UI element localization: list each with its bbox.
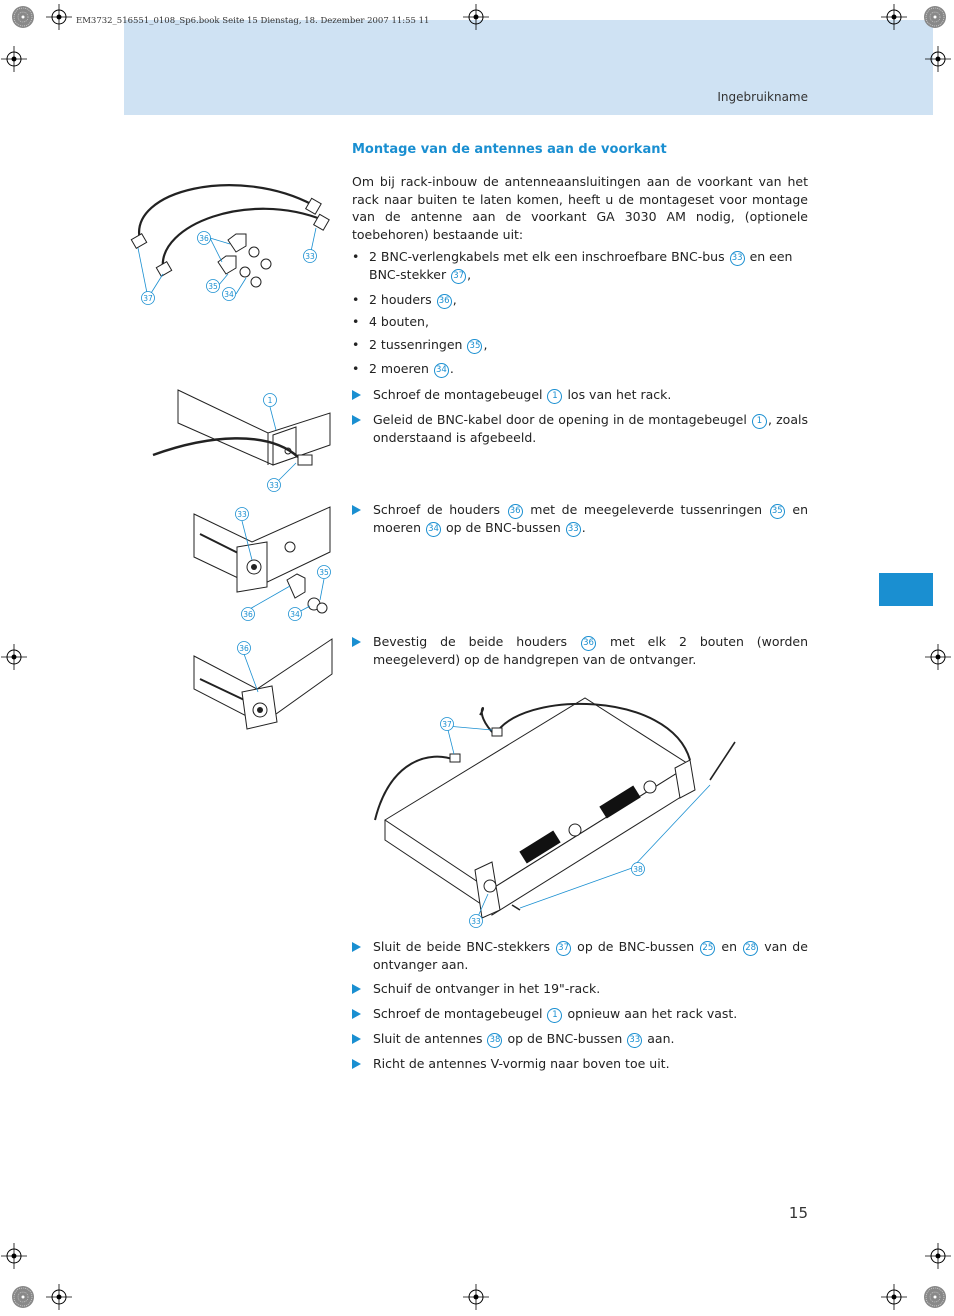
registration-mark-icon bbox=[12, 1286, 34, 1308]
bullet-dot: • bbox=[352, 249, 360, 264]
list-item: • 2 houders 36 , bbox=[352, 292, 457, 307]
registration-mark-icon bbox=[925, 644, 951, 670]
bullet-dot: • bbox=[352, 361, 360, 376]
step-arrow-icon bbox=[352, 1034, 361, 1044]
figure-cable-through-bracket bbox=[148, 385, 338, 495]
callout-number: 35 bbox=[208, 282, 218, 291]
callout-number: 34 bbox=[224, 290, 234, 299]
step-arrow-icon bbox=[352, 984, 361, 994]
registration-mark-icon bbox=[1, 46, 27, 72]
registration-mark-icon bbox=[12, 6, 34, 28]
callout-number: 37 bbox=[143, 294, 153, 303]
figure-holder-on-handle bbox=[192, 634, 338, 734]
registration-mark-icon bbox=[46, 4, 72, 30]
intro-paragraph: Om bij rack-inbouw de antenneaansluitingen aan de voorkant van het rack naar buiten te laten komen, heeft u de montageset voor montage van de antenne aan de voorkant GA 3030 AM nodig, (optionele toebehoren) bestaande uit: bbox=[352, 174, 808, 242]
list-item: • 2 BNC-verlengkabels met elk een inschroefbare BNC-bus 33 en een BNC-stekker 37 , bbox=[352, 249, 793, 282]
list-item: • 2 tussenringen 35 , bbox=[352, 337, 488, 352]
step-arrow-icon bbox=[352, 505, 361, 515]
figure-receiver-with-antennas bbox=[370, 690, 750, 935]
section-title: Montage van de antennes aan de voorkant bbox=[352, 142, 667, 157]
callout-number: 35 bbox=[319, 568, 329, 577]
bullet-dot: • bbox=[352, 292, 360, 307]
book-info-line: EM3732_516551_0108_Sp6.book Seite 15 Dienstag, 18. Dezember 2007 11:55 11 bbox=[76, 16, 430, 26]
callout-number: 36 bbox=[239, 644, 249, 653]
callout-number: 33 bbox=[237, 510, 247, 519]
list-item: • 4 bouten, bbox=[352, 314, 429, 329]
registration-mark-icon bbox=[881, 1284, 907, 1310]
instruction-step: Schuif de ontvanger in het 19"-rack. bbox=[352, 980, 808, 998]
figure-holder-mounting bbox=[192, 502, 338, 624]
instruction-step: Sluit de antennes 38 op de BNC-bussen 33 aan. bbox=[352, 1030, 808, 1048]
registration-mark-icon bbox=[924, 1286, 946, 1308]
callout-number: 1 bbox=[267, 396, 273, 405]
callout-number: 37 bbox=[442, 720, 452, 729]
instruction-step: Sluit de beide BNC-stekkers 37 op de BNC-bussen 25 en 28 van de ontvanger aan. bbox=[352, 938, 808, 974]
registration-mark-icon bbox=[1, 1243, 27, 1269]
step-arrow-icon bbox=[352, 390, 361, 400]
instruction-step: Schroef de montagebeugel 1 los van het rack. bbox=[352, 386, 808, 404]
registration-mark-icon bbox=[924, 6, 946, 28]
callout-number: 36 bbox=[199, 234, 209, 243]
registration-mark-icon bbox=[1, 644, 27, 670]
registration-mark-icon bbox=[925, 1243, 951, 1269]
bullet-dot: • bbox=[352, 337, 360, 352]
callout-number: 33 bbox=[305, 252, 315, 261]
registration-mark-icon bbox=[881, 4, 907, 30]
bullet-dot: • bbox=[352, 314, 360, 329]
registration-mark-icon bbox=[463, 1284, 489, 1310]
callout-number: 33 bbox=[471, 917, 481, 926]
header-label: Ingebruikname bbox=[717, 90, 808, 104]
step-arrow-icon bbox=[352, 1059, 361, 1069]
registration-mark-icon bbox=[46, 1284, 72, 1310]
instruction-step: Bevestig de beide houders 36 met elk 2 bouten (worden meegeleverd) op de handgrepen van de ontvanger. bbox=[352, 633, 808, 669]
step-arrow-icon bbox=[352, 415, 361, 425]
figure-kit-parts bbox=[118, 170, 338, 310]
step-arrow-icon bbox=[352, 637, 361, 647]
callout-number: 33 bbox=[269, 481, 279, 490]
registration-mark-icon bbox=[463, 4, 489, 30]
callout-number: 38 bbox=[633, 865, 643, 874]
list-item: • 2 moeren 34 . bbox=[352, 361, 454, 376]
instruction-step: Schroef de houders 36 met de meegeleverde tussenringen 35 en moeren 34 op de BNC-bussen 33 . bbox=[352, 501, 808, 537]
callout-number: 34 bbox=[290, 610, 300, 619]
step-arrow-icon bbox=[352, 942, 361, 952]
registration-mark-icon bbox=[925, 46, 951, 72]
callout-number: 36 bbox=[243, 610, 253, 619]
instruction-step: Geleid de BNC-kabel door de opening in de montagebeugel 1 , zoals onderstaand is afgebeeld. bbox=[352, 411, 808, 447]
page-number: 15 bbox=[788, 1204, 808, 1222]
instruction-step: Richt de antennes V-vormig naar boven toe uit. bbox=[352, 1055, 808, 1073]
step-arrow-icon bbox=[352, 1009, 361, 1019]
instruction-step: Schroef de montagebeugel 1 opnieuw aan het rack vast. bbox=[352, 1005, 808, 1023]
